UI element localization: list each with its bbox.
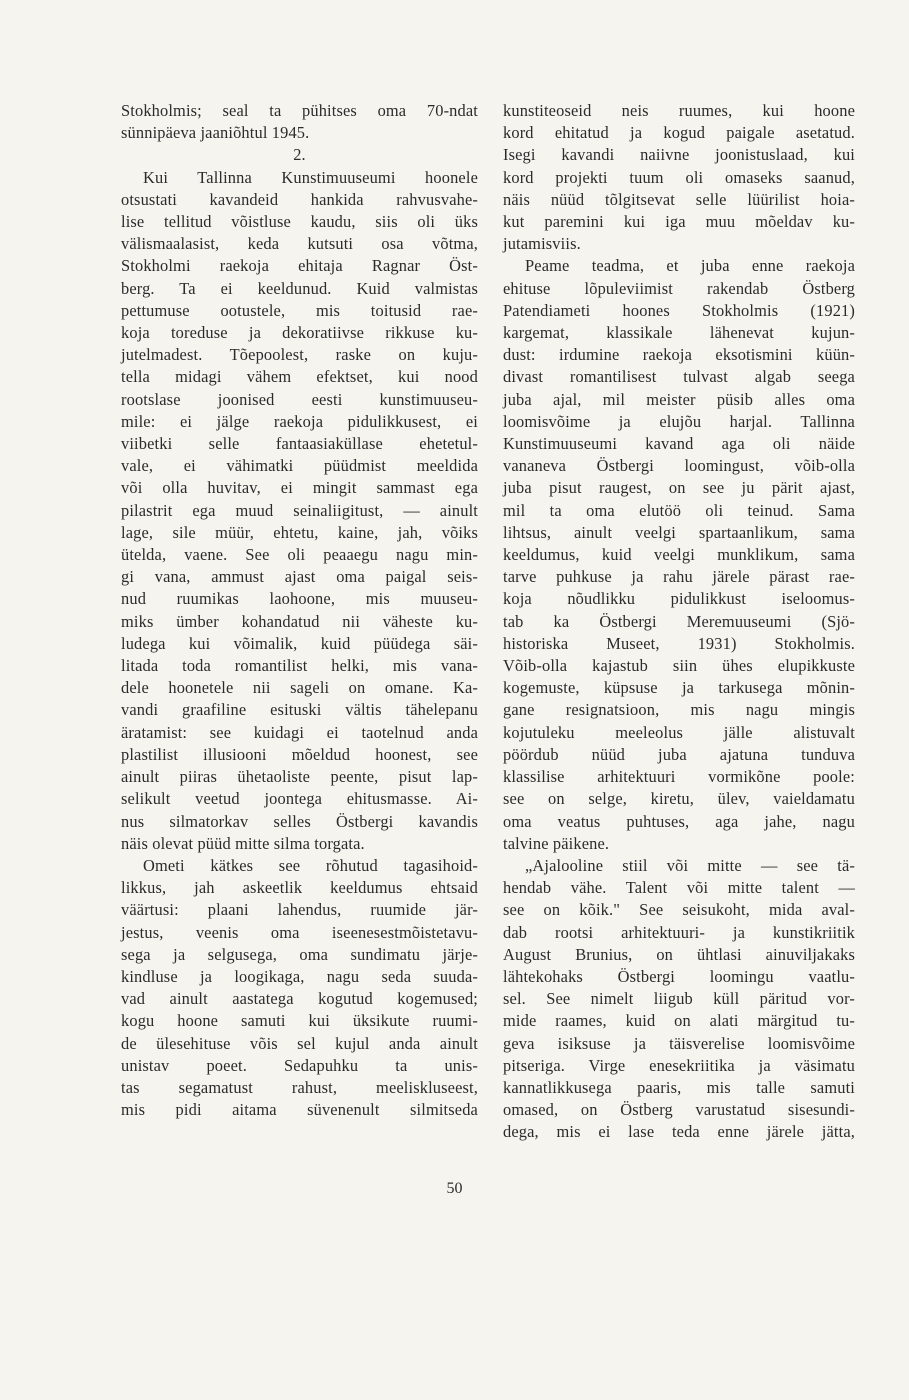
text-line: kogemuste, küpsuse ja tarkusega mõnin- xyxy=(503,678,855,698)
left-text-column xyxy=(121,100,478,1121)
text-line: „Ajalooline stiil või mitte — see tä- xyxy=(525,855,855,875)
text-line: klassilise arhitektuuri vormikõne poole: xyxy=(503,767,855,787)
text-line: nus silmatorkav selles Östbergi kavandis xyxy=(121,811,478,831)
text-line: või olla huvitav, ei mingit sammast ega xyxy=(121,478,478,498)
text-line: talvine päikene. xyxy=(503,833,610,853)
text-line: pöördub nüüd juba ajatuna tunduva xyxy=(503,744,855,764)
text-line: pettumuse ootustele, mis toitusid rae- xyxy=(121,300,478,320)
text-line: näis nüüd tõlgitsevat selle lüürilist hoia- xyxy=(503,189,855,209)
text-line: välismaalasist, keda kutsuti osa võtma, xyxy=(121,234,478,254)
text-line: dust: irdumine raekoja eksotismini küün- xyxy=(503,345,855,365)
text-line: kogu hoone samuti kui üksikute ruumi- xyxy=(121,1011,478,1031)
text-line: pilastrit ega muud seinaliigitust, — ainult xyxy=(121,500,478,520)
text-line: ludega kui võimalik, kuid püüdega säi- xyxy=(121,633,478,653)
text-line: sünnipäeva jaaniõhtul 1945. xyxy=(121,123,310,143)
text-line: jutelmadest. Tõepoolest, raske on kuju- xyxy=(121,345,478,365)
text-line: lage, sile müür, ehtetu, kaine, jah, võiks xyxy=(121,522,478,542)
text-line: plastilist illusiooni mõeldud hoonest, see xyxy=(121,744,478,764)
text-line: see on kõik." See seisukoht, mida aval- xyxy=(503,900,855,920)
text-line: ehituse lõpuleviimist rakendab Östberg xyxy=(503,278,855,298)
text-line: äratamist: see kuidagi ei taotelnud anda xyxy=(121,722,478,742)
page-number: 50 xyxy=(446,1180,463,1197)
right-text-column xyxy=(503,100,855,1144)
text-line: rootslase joonised eesti kunstimuuseu- xyxy=(121,389,478,409)
text-line: ütelda, vaene. See oli peaaegu nagu min- xyxy=(121,545,478,565)
text-line: otsustati kavandeid hankida rahvusvahe- xyxy=(121,189,478,209)
text-line: tella midagi vähem efektset, kui nood xyxy=(121,367,478,387)
text-line: lihtsus, ainult veelgi spartaanlikum, sama xyxy=(503,522,855,542)
text-line: kannatlikkusega paaris, mis talle samuti xyxy=(503,1077,855,1097)
text-line: ainult piiras ühetaoliste peente, pisut lap- xyxy=(121,767,478,787)
text-line: August Brunius, on ühtlasi ainuviljakaks xyxy=(503,944,855,964)
text-line: tas segamatust rahust, meeliskluseest, xyxy=(121,1077,478,1097)
text-line: sel. See nimelt liigub küll päritud vor- xyxy=(503,989,855,1009)
text-line: Peame teadma, et juba enne raekoja xyxy=(525,256,855,276)
text-line: viibetki selle fantaasiaküllase ehetetul- xyxy=(121,434,478,454)
text-line: tab ka Östbergi Meremuuseumi (Sjö- xyxy=(503,611,855,631)
text-line: litada toda romantilist helki, mis vana- xyxy=(121,656,478,676)
text-line: unistav poeet. Sedapuhku ta unis- xyxy=(121,1055,478,1075)
text-line: berg. Ta ei keeldunud. Kuid valmistas xyxy=(121,278,478,298)
text-line: nud ruumikas laohoone, mis muuseu- xyxy=(121,589,478,609)
text-line: Stokholmis; seal ta pühitses oma 70-ndat xyxy=(121,101,478,120)
text-line: Patendiameti hoones Stokholmis (1921) xyxy=(503,300,855,320)
text-line: likkus, jah askeetlik keeldumus ehtsaid xyxy=(121,878,478,898)
text-line: pitseriga. Virge enesekriitika ja väsimatu xyxy=(503,1055,855,1075)
text-line: Võib-olla kajastub siin ühes elupikkuste xyxy=(503,656,855,676)
text-line: geva isiksuse ja täisverelise loomisvõime xyxy=(503,1033,855,1053)
text-line: gane resignatsioon, mis nagu mingis xyxy=(503,700,855,720)
text-line: dab rootsi arhitektuuri- ja kunstikriitik xyxy=(503,922,855,942)
text-line: de ülesehituse võis sel kujul anda ainult xyxy=(121,1033,478,1053)
text-line: hendab vähe. Talent või mitte talent — xyxy=(503,878,855,898)
text-line: 2. xyxy=(293,145,306,165)
text-line: jutamisviis. xyxy=(503,234,581,254)
text-line: kindluse ja loogikaga, nagu seda suuda- xyxy=(121,966,478,986)
text-line: loomisvõime ja elujõu harjal. Tallinna xyxy=(503,411,855,431)
text-line: Isegi kavandi naiivne joonistuslaad, kui xyxy=(503,145,855,165)
text-line: mile: ei jälge raekoja pidulikkusest, ei xyxy=(121,411,478,431)
text-line: Ometi kätkes see rõhutud tagasihoid- xyxy=(143,855,478,875)
text-line: omased, on Östberg varustatud sisesundi- xyxy=(503,1100,855,1120)
text-line: juba pisut raugest, on see ju pärit ajast, xyxy=(503,478,855,498)
text-line: see on selge, kiretu, ülev, vaieldamatu xyxy=(503,789,855,809)
text-line: kord ehitatud ja kogud paigale asetatud. xyxy=(503,123,855,143)
text-line: sega ja selgusega, oma sundimatu järje- xyxy=(121,944,478,964)
text-line: gi vana, ammust ajast oma paigal seis- xyxy=(121,567,478,587)
text-line: dega, mis ei lase teda enne järele jätta, xyxy=(503,1122,855,1142)
text-line: kut paremini kui iga muu mõeldav ku- xyxy=(503,212,855,232)
text-line: vale, ei vähimatki püüdmist meeldida xyxy=(121,456,478,476)
text-line: kord projekti tuum oli omaseks saanud, xyxy=(503,167,855,187)
text-line: mis pidi aitama süvenenult silmitseda xyxy=(121,1100,478,1120)
text-line: miks ümber kohandatud nii väheste ku- xyxy=(121,611,478,631)
text-line: kunstiteoseid neis ruumes, kui hoone xyxy=(503,101,855,120)
text-line: Stokholmi raekoja ehitaja Ragnar Öst- xyxy=(121,256,478,276)
text-line: vananeva Östbergi loomingust, võib-olla xyxy=(503,456,855,476)
text-line: koja toreduse ja dekoratiivse rikkuse ku- xyxy=(121,323,478,343)
text-line: keeldumus, kuid veelgi munklikum, sama xyxy=(503,545,855,565)
text-line: tarve puhkuse ja rahu järele pärast rae- xyxy=(503,567,855,587)
text-line: mil ta oma elutöö oli teinud. Sama xyxy=(503,500,855,520)
text-line: historiska Museet, 1931) Stokholmis. xyxy=(503,633,855,653)
text-line: Kui Tallinna Kunstimuuseumi hoonele xyxy=(143,167,478,187)
text-line: dele hoonetele nii sageli on omane. Ka- xyxy=(121,678,478,698)
text-line: divast romantilisest tulvast algab seega xyxy=(503,367,855,387)
text-line: lähtekohaks Östbergi loomingu vaatlu- xyxy=(503,966,855,986)
text-line: kojutuleku meeleolus jälle alistuvalt xyxy=(503,722,855,742)
text-line: koja nõudlikku pidulikkust iseloomus- xyxy=(503,589,855,609)
text-line: Kunstimuuseumi kavand aga oli näide xyxy=(503,434,855,454)
text-line: näis olevat püüd mitte silma torgata. xyxy=(121,833,365,853)
text-line: jestus, veenis oma iseenesestmõistetavu- xyxy=(121,922,478,942)
text-line: mide raames, kuid on alati märgitud tu- xyxy=(503,1011,855,1031)
text-line: juba ajal, mil meister püsib alles oma xyxy=(503,389,855,409)
text-line: kargemat, klassikale lähenevat kujun- xyxy=(503,323,855,343)
text-line: vad ainult aastatega kogutud kogemused; xyxy=(121,989,478,1009)
text-line: väärtusi: plaani lahendus, ruumide jär- xyxy=(121,900,478,920)
text-line: oma veatus puhtuses, aga jahe, nagu xyxy=(503,811,855,831)
text-line: lise tellitud võistluse kaudu, siis oli üks xyxy=(121,212,478,232)
text-line: vandi graafiline esituski vältis tähelepanu xyxy=(121,700,478,720)
text-line: selikult veetud joontega ehitusmasse. Ai- xyxy=(121,789,478,809)
